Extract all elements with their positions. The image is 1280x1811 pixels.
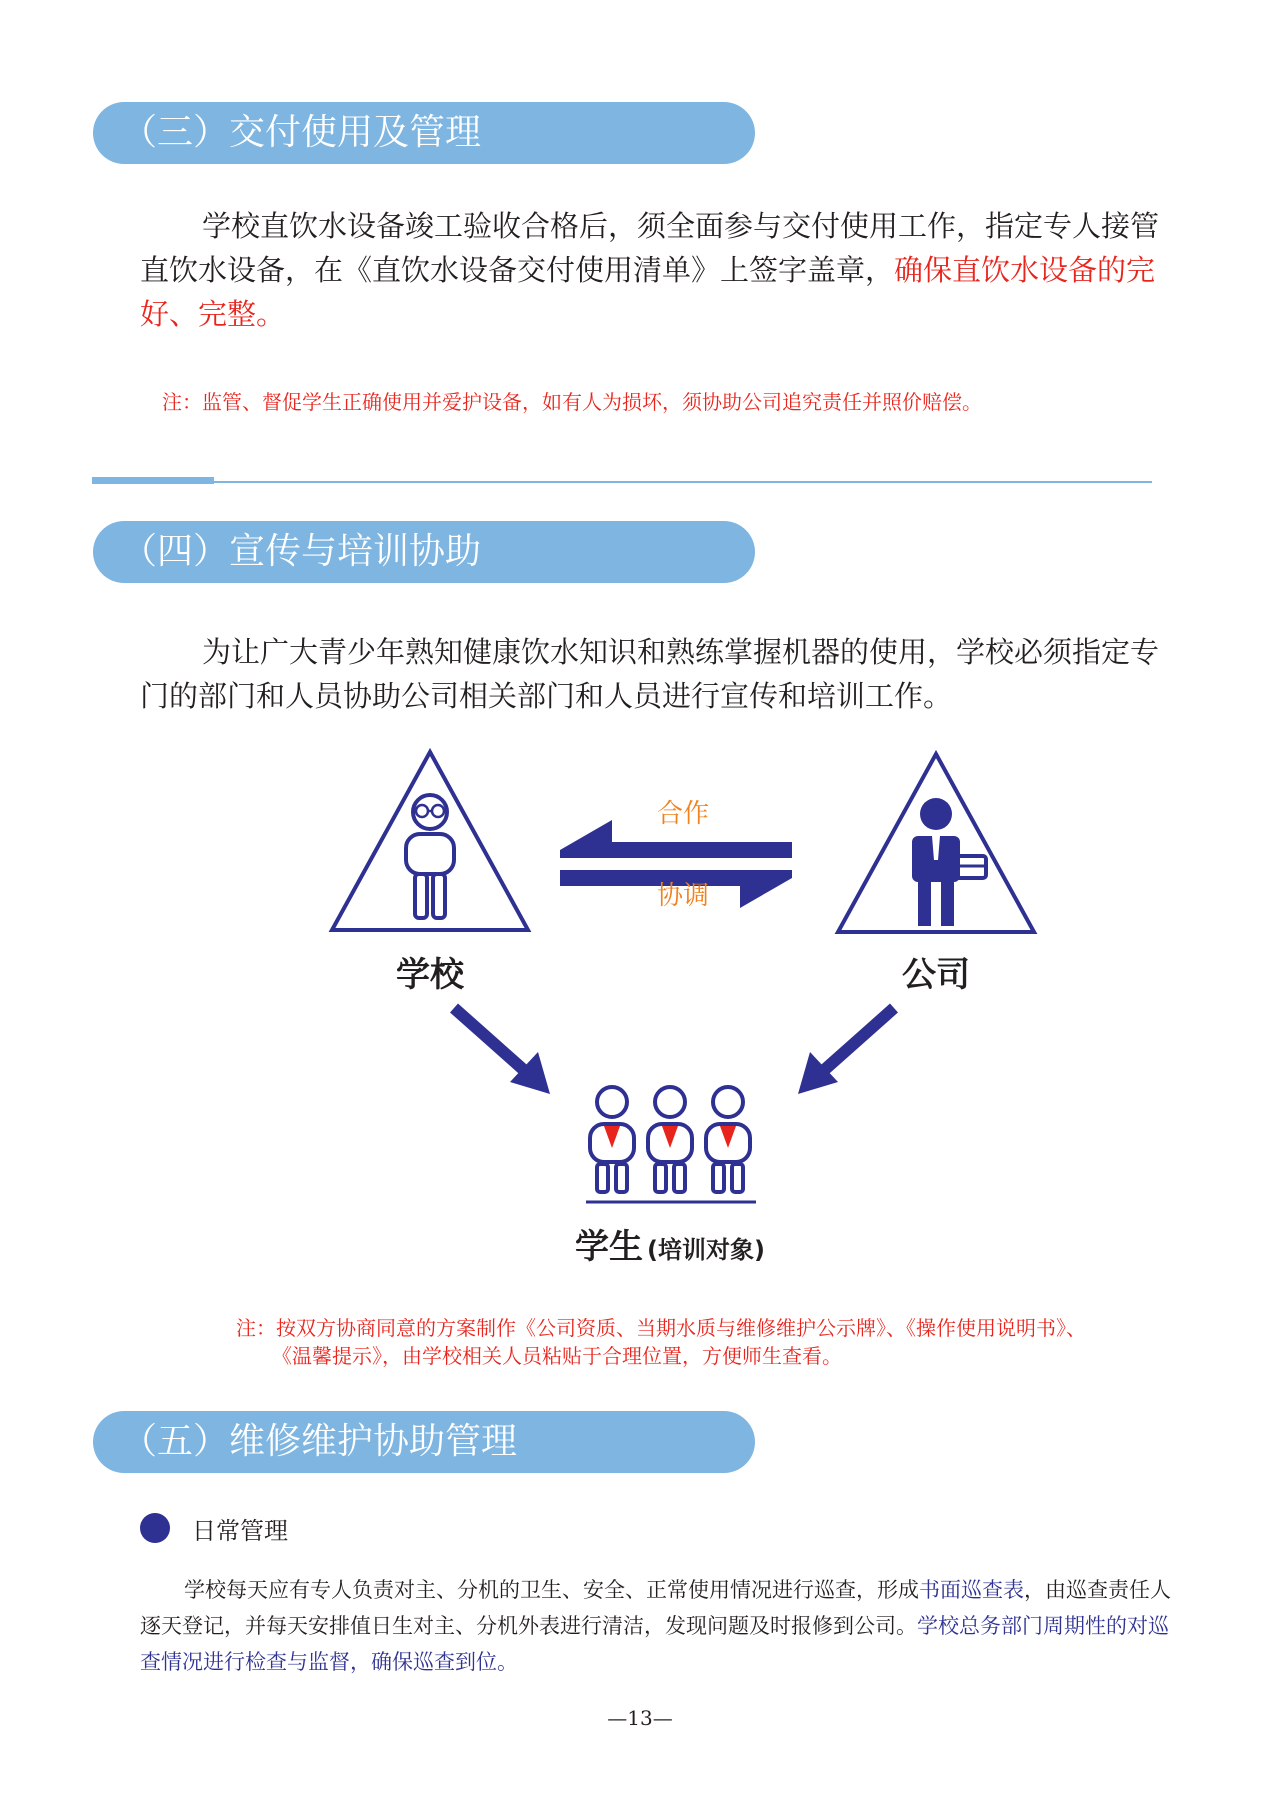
section-5-highlight-a: 书面巡查表 <box>919 1578 1024 1602</box>
section-3-title: （三）交付使用及管理 <box>93 102 755 164</box>
coordinate-label: 协调 <box>656 881 710 911</box>
section-5-text-a: 学校每天应有专人负责对主、分机的卫生、安全、正常使用情况进行巡查，形成 <box>184 1578 919 1602</box>
section-divider-accent <box>92 477 214 484</box>
school-label: 学校 <box>396 955 464 995</box>
arrow-down-right-icon <box>454 1008 550 1094</box>
cooperate-label: 合作 <box>656 799 710 829</box>
section-3-paragraph <box>140 204 1176 336</box>
cooperation-diagram <box>300 740 1060 1280</box>
section-3-note: 注：监管、督促学生正确使用并爱护设备，如有人为损坏，须协助公司追究责任并照价赔偿。 <box>162 390 982 414</box>
bullet-dot-icon <box>140 1513 170 1543</box>
bullet-label: 日常管理 <box>192 1516 288 1545</box>
arrow-down-left-icon <box>798 1008 894 1094</box>
students-label-group <box>575 1227 765 1267</box>
page-number: —13— <box>607 1706 673 1730</box>
section-divider <box>92 481 1152 483</box>
section-4-paragraph: 为让广大青少年熟知健康饮水知识和熟练掌握机器的使用，学校必须指定专门的部门和人员协助公司相关部门和人员进行宣传和培训工作。 <box>140 635 1160 713</box>
bullet-daily-management <box>140 1510 288 1546</box>
company-label: 公司 <box>902 955 970 995</box>
school-triangle-icon <box>332 752 528 930</box>
students-icon <box>586 1087 756 1202</box>
section-3-text: 学校直饮水设备竣工验收合格后，须全面参与交付使用工作，指定专人接管直饮水设备，在《直饮水设备交付使用清单》上签字盖章， <box>140 209 1160 287</box>
section-5-highlight-b: 学校总务部门周期性的对巡查情况进行检查与监督，确保巡查到位。 <box>140 1614 1169 1674</box>
section-4-note-line-1: 注：按双方协商同意的方案制作《公司资质、当期水质与维修维护公示牌》、《操作使用说明书》、 <box>236 1316 1086 1340</box>
section-5-title: （五）维修维护协助管理 <box>93 1411 755 1473</box>
students-label: 学生 <box>575 1227 644 1267</box>
section-5-paragraph <box>140 1572 1180 1680</box>
section-5-text-b: ，由巡查责任人逐天登记，并每天安排值日生对主、分机外表进行清洁，发现问题及时报修到公司。 <box>140 1578 1171 1638</box>
students-sub-label: (培训对象) <box>647 1236 765 1264</box>
section-3-highlight: 确保直饮水设备的完好、完整。 <box>140 253 1156 331</box>
company-triangle-icon <box>838 754 1034 932</box>
section-4-note-line-2: 《温馨提示》，由学校相关人员粘贴于合理位置，方便师生查看。 <box>272 1344 842 1368</box>
section-4-title: （四）宣传与培训协助 <box>93 521 755 583</box>
